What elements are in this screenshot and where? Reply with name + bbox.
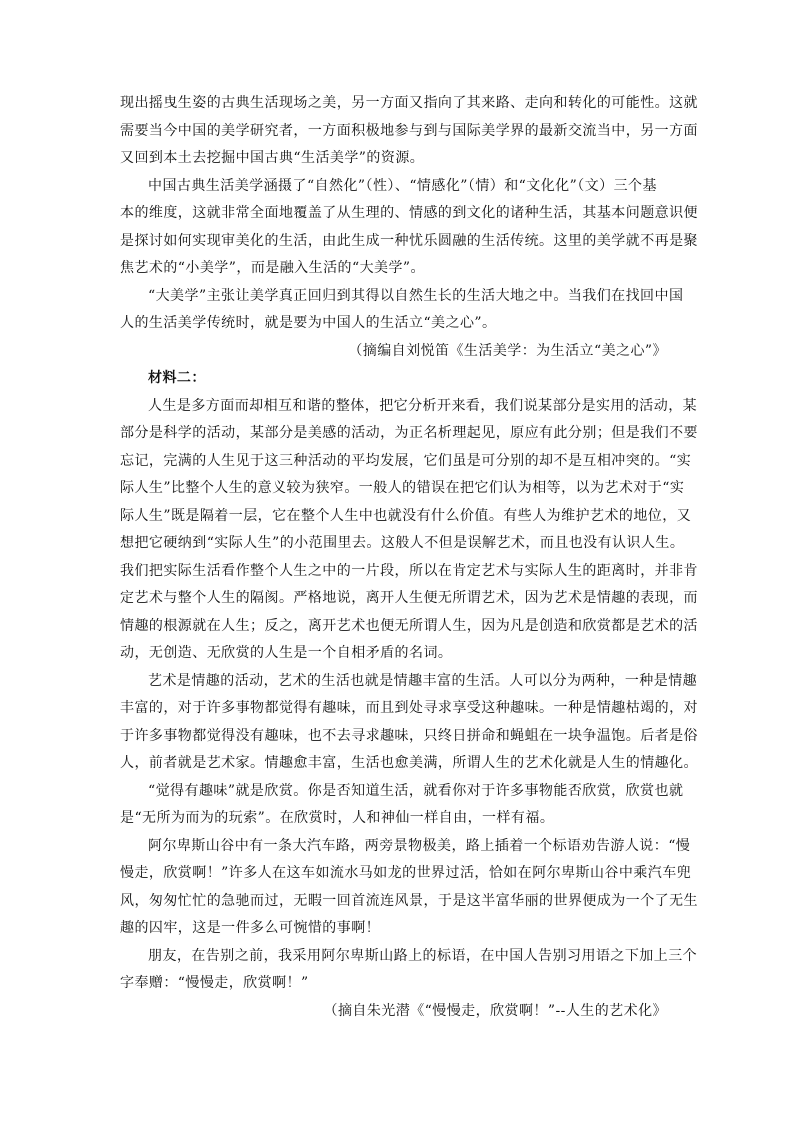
text-line: 部分是科学的活动，某部分是美感的活动，为正名析理起见，原应有此分别；但是我们不要 <box>120 425 698 441</box>
text-line: 是“无所为而为的玩索”。在欣赏时，人和神仙一样自由，一样有福。 <box>120 810 555 826</box>
text-line: 际人生”既是隔着一层，它在整个人生中也就没有什么价值。有些人为维护艺术的地位，又 <box>120 507 692 524</box>
text-line: 又回到本土去挖掘中国古典“生活美学”的资源。 <box>120 150 425 166</box>
text-line: 想把它硬纳到“实际人生”的小范围里去。这般人不但是误解艺术，而且也没有认识人生。 <box>120 535 685 551</box>
text-line: 动，无创造、无欣赏的人生是一个自相矛盾的名词。 <box>120 645 453 661</box>
paragraph-start: “觉得有趣味”就是欣赏。你是否知道生活，就看你对于许多事物能否欣赏，欣赏也就 <box>148 782 684 799</box>
text-line: 忘记，完满的人生见于这三种活动的平均发展，它们虽是可分别的却不是互相冲突的。“实 <box>120 452 692 469</box>
text-line: 于许多事物都觉得没有趣味，也不去寻求趣味，只终日拼命和蝇蛆在一块争温饱。后者是俗 <box>120 727 698 744</box>
paragraph-start: 人生是多方面而却相互和谐的整体，把它分析开来看，我们说某部分是实用的活动，某 <box>148 397 698 414</box>
paragraph-start: 艺术是情趣的活动，艺术的生活也就是情趣丰富的生活。人可以分为两种，一种是情趣 <box>148 672 698 689</box>
text-line: 人的生活美学传统时，就是要为中国人的生活立“美之心”。 <box>120 315 497 331</box>
text-line: 人，前者就是艺术家。情趣愈丰富，生活也愈美满，所谓人生的艺术化就是人生的情趣化。 <box>120 755 698 771</box>
paragraph-start: “大美学”主张让美学真正回归到其得以自然生长的生活大地之中。当我们在找回中国 <box>148 287 684 304</box>
paragraph-start: 中国古典生活美学涵摄了“自然化”（性）、“情感化”（情）和“文化化”（文）三个基 <box>148 177 657 194</box>
text-line: 焦艺术的“小美学”，而是融入生活的“大美学”。 <box>120 260 425 276</box>
text-line: 定艺术与整个人生的隔阂。严格地说，离开人生便无所谓艺术，因为艺术是情趣的表现，而 <box>120 590 698 606</box>
text-line: 现出摇曳生姿的古典生活现场之美，另一方面又指向了其来路、走向和转化的可能性。这就 <box>120 95 698 111</box>
paragraph-start: 朋友，在告别之前，我采用阿尔卑斯山路上的标语，在中国人告别习用语之下加上三个 <box>148 947 698 964</box>
text-line: 风，匆匆忙忙的急驰而过，无暇一回首流连风景，于是这半富华丽的世界便成为一个了无生 <box>120 892 698 909</box>
text-line: 丰富的，对于许多事物都觉得有趣味，而且到处寻求享受这种趣味。一种是情趣枯竭的，对 <box>120 700 698 716</box>
source-citation: （摘自朱光潜《“慢慢走，欣赏啊！”--人生的艺术化》 <box>323 1002 667 1019</box>
text-line: 我们把实际生活看作整个人生之中的一片段，所以在肯定艺术与实际人生的距离时，并非肯 <box>120 562 698 579</box>
text-line: 是探讨如何实现审美化的生活，由此生成一种忧乐圆融的生活传统。这里的美学就不再是聚 <box>120 232 698 249</box>
text-line: 慢走，欣赏啊！”许多人在这车如流水马如龙的世界过活，恰如在阿尔卑斯山谷中乘汽车兜 <box>120 865 692 881</box>
text-line: 情趣的根源就在人生；反之，离开艺术也便无所谓人生，因为凡是创造和欣赏都是艺术的活 <box>120 617 698 634</box>
source-citation: （摘编自刘悦笛《生活美学：为生活立“美之心”》 <box>348 342 667 359</box>
section-heading: 材料二： <box>148 370 206 386</box>
text-line: 需要当今中国的美学研究者，一方面积极地参与到与国际美学界的最新交流当中，另一方面 <box>120 122 698 139</box>
paragraph-start: 阿尔卑斯山谷中有一条大汽车路，两旁景物极美，路上插着一个标语劝告游人说：“慢 <box>148 837 691 854</box>
text-line: 本的维度，这就非常全面地覆盖了从生理的、情感的到文化的诸种生活，其基本问题意识便 <box>120 205 698 221</box>
text-line: 字奉赠：“慢慢走，欣赏啊！” <box>120 975 309 991</box>
document-page <box>120 90 698 1025</box>
text-line: 趣的囚牢，这是一件多么可惋惜的事啊！ <box>120 920 381 936</box>
text-line: 际人生”比整个人生的意义较为狭窄。一般人的错误在把它们认为相等，以为艺术对于“实 <box>120 480 685 496</box>
